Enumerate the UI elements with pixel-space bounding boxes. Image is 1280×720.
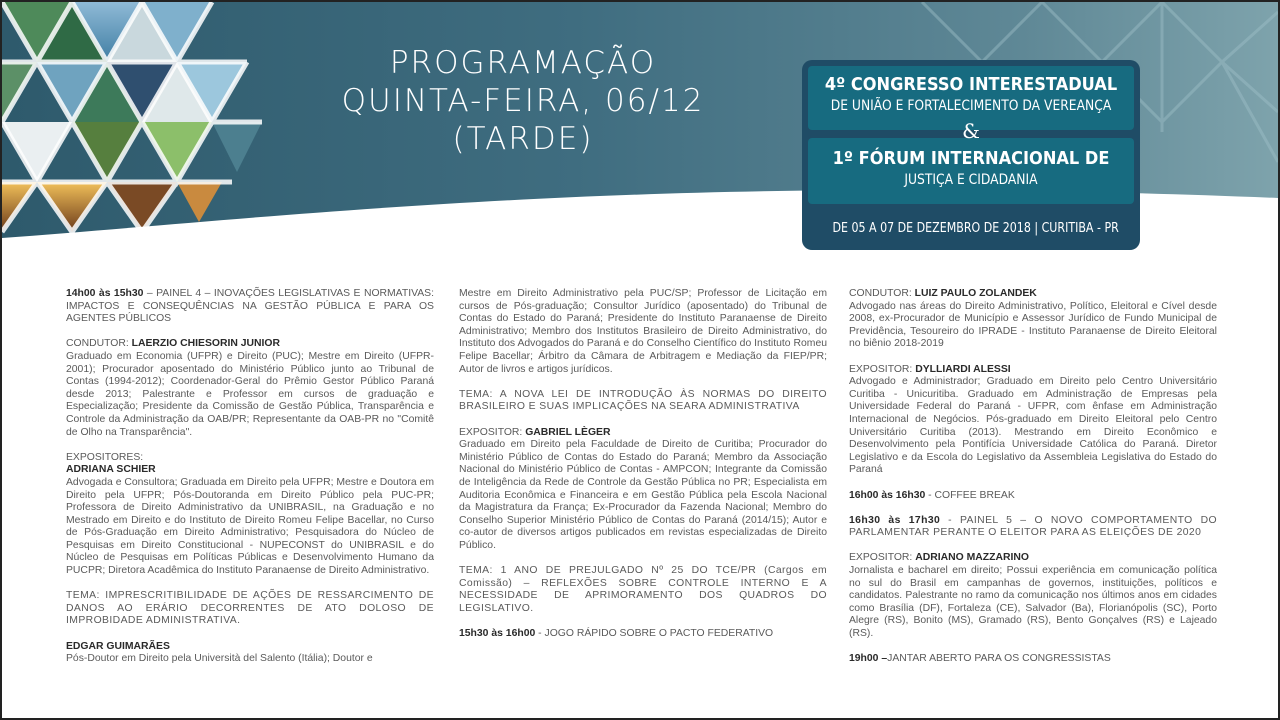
speaker-bio: Jornalista e bacharel em direito; Possui experiência em comunicação política no sul do Brasil em campanhas de governos, instituições, políticos e candidatos. Palestrante no ramo da comunicação nos últimos anos em cidades como Brasília (DF), Fortaleza (CE), Salvador (Ba), Florianópolis (SC), Porto Alegre (RS), Bonito (MS), Gramado (RS), Bento Gonçalves (RS) e Lajeado (RS). [849, 565, 1217, 640]
conductor-name: LAERZIO CHIESORIN JUNIOR [131, 338, 280, 350]
speaker-bio: Advogado e Administrador; Graduado em Direito pelo Centro Universitário Curitiba - Unicuritiba. Graduado em Administração de Empresas pela Universidade Federal do Paraná - UFPR, com ênfase em Administração Internacional de Negócios. Pós-graduado em Direito Eleitoral pelo Centro Universitário Curitiba (2013). Mestrando em Direito Econômico e Desenvolvimento pela Pontifícia Universidade Católica do Paraná. Diretor Legislativo e da Escola do Legislativo da Assembleia Legislativa do Estado do Paraná [849, 376, 1217, 476]
program-column-2 [459, 288, 827, 641]
event-congress-title: 4º CONGRESSO INTERESTADUAL [824, 74, 1118, 95]
dinner-title: JANTAR ABERTO PARA OS CONGRESSISTAS [887, 653, 1111, 665]
speaker-name: ADRIANA SCHIER [66, 464, 156, 476]
painel-5-heading [849, 515, 1217, 540]
event-ampersand: & [962, 119, 980, 143]
conductor-heading [849, 288, 1217, 301]
conductor-label: CONDUTOR: [66, 338, 132, 350]
painel-5-title: - PAINEL 5 – O NOVO COMPORTAMENTO DO PARLAMENTAR PERANTE O ELEITOR PARA AS ELEIÇÕES DE 2020 [849, 514, 1218, 539]
conductor-heading [66, 338, 434, 351]
program-title-line-1: PROGRAMAÇÃO [389, 45, 657, 81]
conductor-bio: Graduado em Economia (UFPR) e Direito (PUC); Mestre em Direito (UFPR-2001); Procurador aposentado do Ministério Público junto ao Tribunal de Contas (1994-2012); Coordenador-Geral do Prêmio Gestor Público Paraná desde 2013; Palestrante e Professor em cursos de graduação e Especialização; Presidente da Comissão de Gestão Pública, Transparência e Controle da Administração da OAB/PR; Representante da OAB-PR no "Comitê de Olho na Transparência". [66, 350, 434, 438]
speaker-label: EXPOSITOR: [849, 552, 916, 564]
quick-game-time: 15h30 às 16h00 [459, 628, 536, 640]
program-column-1 [66, 288, 434, 666]
painel-4-heading [66, 288, 434, 326]
speaker-bio: Advogada e Consultora; Graduada em Direito pela UFPR; Mestre e Doutora em Direito pela UFPR; Pós-Doutoranda em Direito Público pela PUC-PR; Professora de Direito Administrativo da UNIBRASIL, na Graduação e no Mestrado em Direito e do Instituto de Direito Romeu Felipe Bacellar, no Curso de Pós-Graduação em Direito Administrativo; Pesquisadora do Núcleo de Pesquisas em Direito Constitucional - NUPECONST do UNIBRASIL e do Núcleo de Pesquisas em Políticas Públicas e Desenvolvimento Humano da PUCPR; Diretora Acadêmica do Instituto Paranaense de Direito Administrativo. [66, 476, 434, 577]
program-title-line-3: (TARDE) [452, 121, 594, 157]
speaker-bio: Pós-Doutor em Direito pela Università del Salento (Itália); Doutor e [66, 653, 373, 665]
event-congress-subtitle: DE UNIÃO E FORTALECIMENTO DA VEREANÇA [830, 98, 1112, 114]
quick-game-title: - JOGO RÁPIDO SOBRE O PACTO FEDERATIVO [535, 628, 774, 640]
speaker-label: EXPOSITOR: [849, 363, 916, 375]
talk-theme: TEMA: IMPRESCRITIBILIDADE DE AÇÕES DE RESSARCIMENTO DE DANOS AO ERÁRIO DECORRENTES DE ATO DOLOSO DE IMPROBIDADE ADMINISTRATIVA. [66, 590, 434, 627]
speaker-heading [849, 364, 1217, 377]
quick-game-session [459, 628, 827, 641]
painel-4-time: 14h00 às 15h30 [66, 288, 144, 299]
speaker-name: EDGAR GUIMARÃES [66, 640, 170, 652]
speaker-name: ADRIANO MAZZARINO [915, 552, 1029, 564]
speaker-bio: Graduado em Direito pela Faculdade de Direito de Curitiba; Procurador do Ministério Público de Contas do Estado do Paraná; Membro da Associação Nacional do Ministério Público de Contas - AMPCON; Integrante da Comissão de Inteligência da Rede de Controle da Gestão Pública no PR; Especialista em Auditoria Econômica e Financeira e em Gestão Pública pela Escola Nacional da Magistratura da França; Ex-Procurador da Fazenda Nacional; Membro do Conselho Superior Ministério Público de Contas do Paraná (2014/15); Autor e co-autor de diversos artigos publicados em revistas especializadas de Direito Público. [459, 439, 827, 551]
event-forum-title: 1º FÓRUM INTERNACIONAL DE [832, 148, 1110, 169]
speaker-bio-continued: Mestre em Direito Administrativo pela PUC/SP; Professor de Licitação em cursos de Pós-graduação; Consultor Jurídico (aposentado) do Tribunal de Contas do Estado do Paraná; Presidente do Instituto Paranaense de Direito Administrativo; Membro dos Institutos Brasileiro de Direito Administrativo, do Instituto dos Advogados do Paraná e do Conselho Científico do Instituto Romeu Felipe Bacellar; Árbitro da Câmara de Arbitragem e Mediação da FIEP/PR; Autor de livros e artigos jurídicos. [459, 288, 827, 375]
conductor-label: CONDUTOR: [849, 288, 915, 299]
program-title-line-2: QUINTA-FEIRA, 06/12 [341, 83, 705, 119]
speaker-heading [459, 427, 827, 440]
event-forum-subtitle: JUSTIÇA E CIDADANIA [904, 172, 1038, 188]
speaker-label: EXPOSITOR: [459, 426, 526, 438]
conductor-bio: Advogado nas áreas do Direito Administrativo, Político, Eleitoral e Cível desde 2008, ex-Procurador de Município e Assessor Jurídico de Fundo Municipal de Previdência, Tesoureiro do IPRADE - Instituto Paranaense de Direito Eleitoral no biênio 2018-2019 [849, 300, 1217, 350]
coffee-break-title: - COFFEE BREAK [925, 489, 1015, 501]
painel-4-title: – PAINEL 4 – INOVAÇÕES LEGISLATIVAS E NORMATIVAS: IMPACTOS E CONSEQUÊNCIAS NA GESTÃO PÚBLICA E PARA OS AGENTES PÚBLICOS [66, 288, 434, 325]
speakers-label: EXPOSITORES: [66, 451, 144, 463]
speaker-name: DYLLIARDI ALESSI [915, 363, 1011, 375]
coffee-break-time: 16h00 às 16h30 [849, 489, 926, 501]
speaker-name: GABRIEL LÈGER [525, 426, 611, 438]
event-date-location: DE 05 A 07 DE DEZEMBRO DE 2018 | CURITIBA - PR [832, 221, 1119, 236]
conductor-name: LUIZ PAULO ZOLANDEK [914, 288, 1037, 299]
dinner-time: 19h00 – [849, 653, 888, 665]
program-column-3 [849, 288, 1217, 666]
program-title [318, 44, 728, 158]
dinner-session [849, 653, 1217, 666]
speaker-heading [849, 552, 1217, 565]
talk-theme: TEMA: 1 ANO DE PREJULGADO Nº 25 DO TCE/PR (Cargos em Comissão) – REFLEXÕES SOBRE CONTROLE INTERNO E A NECESSIDADE DE APRIMORAMENTO DOS QUADROS DO LEGISLATIVO. [459, 565, 827, 614]
coffee-break [849, 490, 1217, 503]
painel-5-time: 16h30 às 17h30 [849, 514, 941, 526]
talk-theme: TEMA: A NOVA LEI DE INTRODUÇÃO ÀS NORMAS DO DIREITO BRASILEIRO E SUAS IMPLICAÇÕES NA SEARA ADMINISTRATIVA [459, 388, 827, 413]
